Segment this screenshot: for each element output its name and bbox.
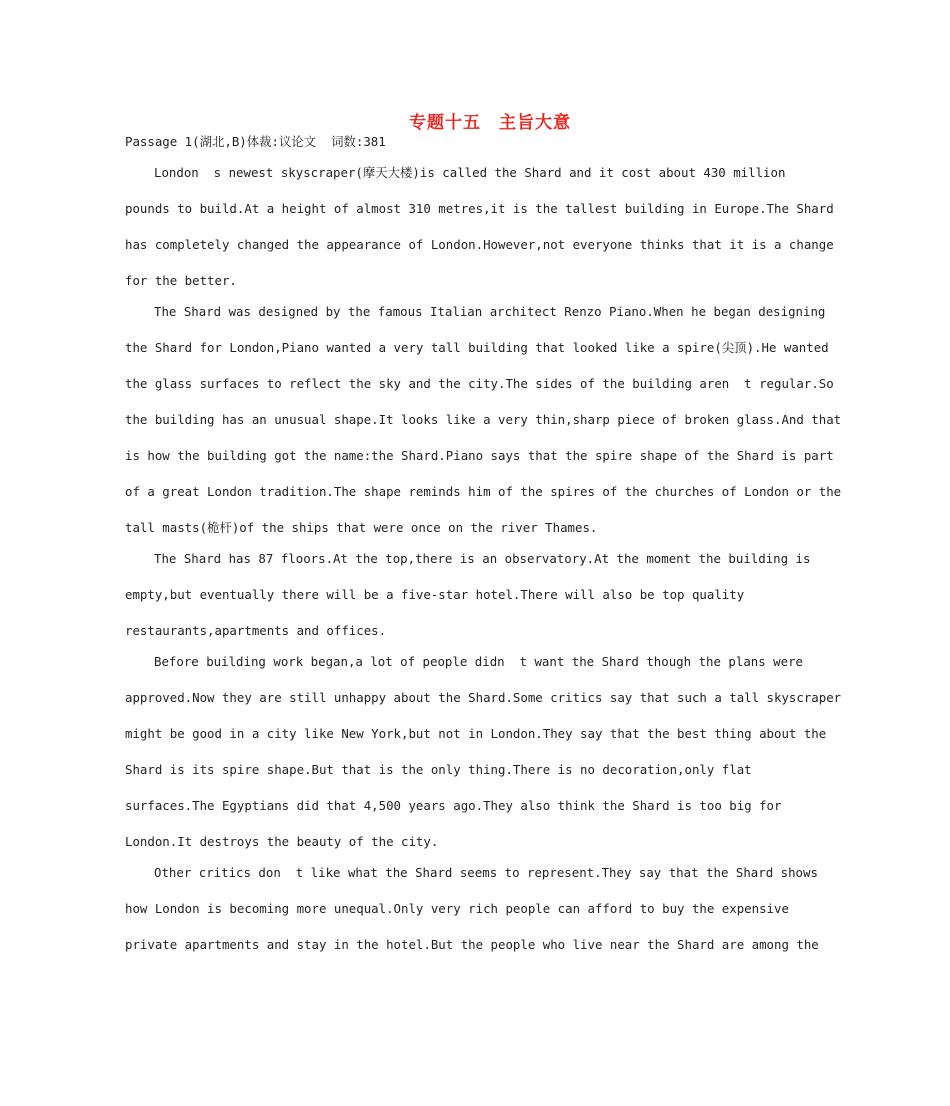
text-line: The Shard was designed by the famous Italian architect Renzo Piano.When he began designing: [154, 304, 826, 319]
text-line: the building has an unusual shape.It looks like a very thin,sharp piece of broken glass.And that: [125, 412, 842, 427]
paragraph: [125, 855, 830, 963]
text-line: the glass surfaces to reflect the sky and the city.The sides of the building aren t regular.So: [125, 376, 834, 391]
text-line: the Shard for London,Piano wanted a very tall building that looked like a spire(尖顶).He wanted: [125, 340, 829, 355]
paragraph: [125, 155, 834, 299]
text-line: The Shard has 87 floors.At the top,there is an observatory.At the moment the building is: [154, 551, 811, 566]
passage-meta: Passage 1(湖北,B)体裁:议论文 词数:381: [125, 134, 386, 149]
paragraph: [125, 644, 842, 860]
text-line: restaurants,apartments and offices.: [125, 623, 387, 638]
text-line: Shard is its spire shape.But that is the only thing.There is no decoration,only flat: [125, 762, 752, 777]
text-line: for the better.: [125, 273, 237, 288]
text-line: has completely changed the appearance of London.However,not everyone thinks that it is a change: [125, 237, 834, 252]
text-line: how London is becoming more unequal.Only very rich people can afford to buy the expensive: [125, 901, 789, 916]
text-line: tall masts(桅杆)of the ships that were once on the river Thames.: [125, 520, 598, 535]
text-line: Other critics don t like what the Shard seems to represent.They say that the Shard shows: [154, 865, 818, 880]
page-title: 专题十五 主旨大意: [409, 113, 571, 133]
text-line: London s newest skyscraper(摩天大楼)is called the Shard and it cost about 430 million: [154, 165, 786, 180]
text-line: might be good in a city like New York,but not in London.They say that the best thing about the: [125, 726, 827, 741]
text-line: London.It destroys the beauty of the city.: [125, 834, 439, 849]
text-line: pounds to build.At a height of almost 310 metres,it is the tallest building in Europe.The Shard: [125, 201, 834, 216]
text-line: of a great London tradition.The shape reminds him of the spires of the churches of London or the: [125, 484, 842, 499]
text-line: surfaces.The Egyptians did that 4,500 years ago.They also think the Shard is too big for: [125, 798, 782, 813]
text-line: empty,but eventually there will be a five-star hotel.There will also be top quality: [125, 587, 745, 602]
text-line: is how the building got the name:the Shard.Piano says that the spire shape of the Shard is part: [125, 448, 834, 463]
text-line: Before building work began,a lot of people didn t want the Shard though the plans were: [154, 654, 804, 669]
passage-body: [125, 155, 842, 963]
text-line: approved.Now they are still unhappy about the Shard.Some critics say that such a tall skyscraper: [125, 690, 842, 705]
text-line: private apartments and stay in the hotel.But the people who live near the Shard are among the: [125, 937, 819, 952]
paragraph: [125, 541, 830, 649]
paragraph: [125, 294, 842, 546]
